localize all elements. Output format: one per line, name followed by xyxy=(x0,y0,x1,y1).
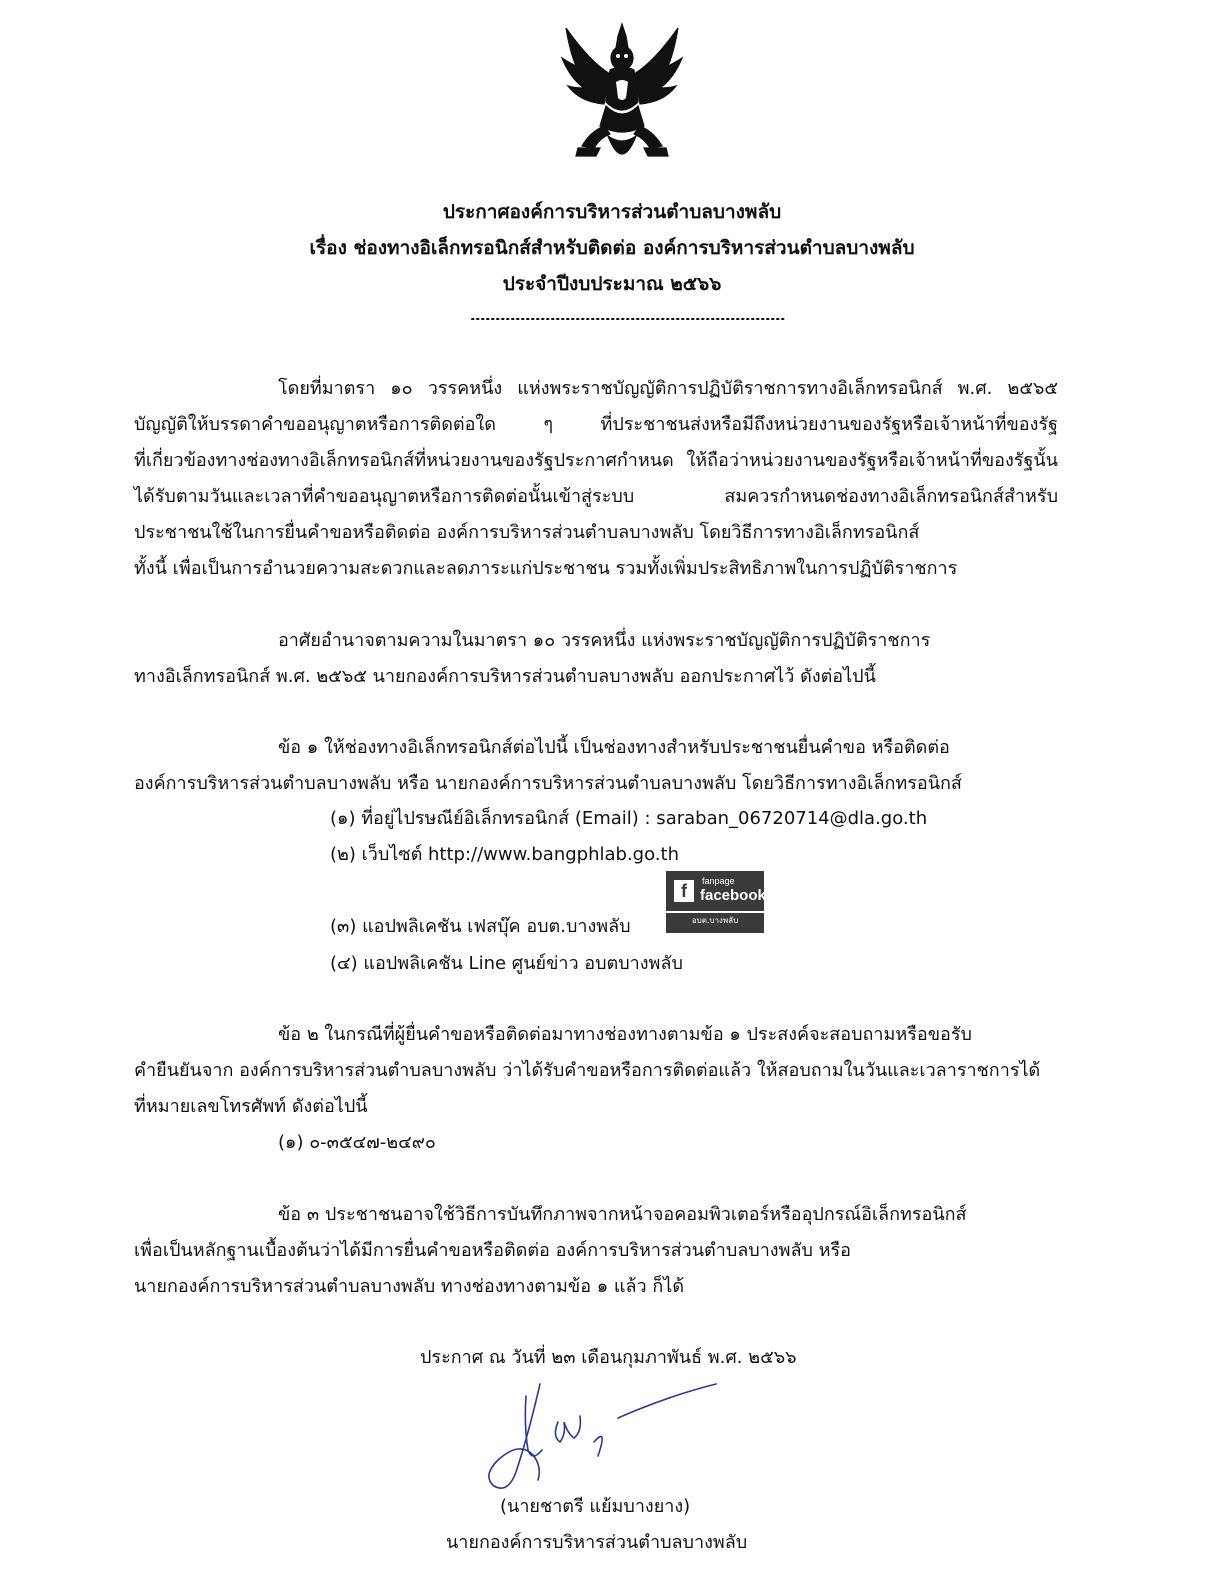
logo-divider xyxy=(666,911,764,913)
clause-1-line-2: องค์การบริหารส่วนตำบลบางพลับ หรือ นายกองค์การบริหารส่วนตำบลบางพลับ โดยวิธีการทางอิเล็กทรอนิกส์ xyxy=(134,773,962,794)
paragraph-1-line-4: ได้รับตามวันและเวลาที่คำขออนุญาตหรือการติดต่อนั้นเข้าสู่ระบบ สมควรกำหนดช่องทางอิเล็กทรอนิกส์สำหรับ xyxy=(134,486,1058,507)
paragraph-2-line-1: อาศัยอำนาจตามความในมาตรา ๑๐ วรรคหนึ่ง แห่งพระราชบัญญัติการปฏิบัติราชการ xyxy=(278,630,931,651)
channel-email: (๑) ที่อยู่ไปรษณีย์อิเล็กทรอนิกส์ (Email) : saraban_06720714@dla.go.th xyxy=(330,808,928,829)
paragraph-2-line-2: ทางอิเล็กทรอนิกส์ พ.ศ. ๒๕๖๕ นายกองค์การบริหารส่วนตำบลบางพลับ ออกประกาศไว้ ดังต่อไปนี้ xyxy=(134,666,876,687)
clause-3-line-2: เพื่อเป็นหลักฐานเบื้องต้นว่าได้มีการยื่นคำขอหรือติดต่อ องค์การบริหารส่วนตำบลบางพลับ หรือ xyxy=(134,1240,851,1261)
clause-2-line-3: ที่หมายเลขโทรศัพท์ ดังต่อไปนี้ xyxy=(134,1096,368,1117)
paragraph-1-line-2: บัญญัติให้บรรดาคำขออนุญาตหรือการติดต่อใด ๆ ที่ประชาชนส่งหรือมีถึงหน่วยงานของรัฐหรือเจ้าหน้าที่ของรัฐ xyxy=(134,414,1058,435)
paragraph-1-line-5: ประชาชนใช้ในการยื่นคำขอหรือติดต่อ องค์การบริหารส่วนตำบลบางพลับ โดยวิธีการทางอิเล็กทรอนิกส์ xyxy=(134,522,920,543)
handwritten-signature xyxy=(468,1376,728,1496)
facebook-caption: อบต.บางพลับ xyxy=(691,916,739,925)
announcement-subject: เรื่อง ช่องทางอิเล็กทรอนิกส์สำหรับติดต่อ องค์การบริหารส่วนตำบลบางพลับ xyxy=(309,237,915,259)
signer-name: (นายชาตรี แย้มบางยาง) xyxy=(500,1496,691,1517)
dotted-divider xyxy=(470,314,786,324)
phone-number: (๑) ๐-๓๕๔๗-๒๔๙๐ xyxy=(278,1132,436,1153)
clause-2-line-2: คำยืนยันจาก องค์การบริหารส่วนตำบลบางพลับ ว่าได้รับคำขอหรือการติดต่อแล้ว ให้สอบถามในวันและเวลาราชการได้ xyxy=(134,1060,1041,1081)
paragraph-1-line-3: ที่เกี่ยวข้องทางช่องทางอิเล็กทรอนิกส์ที่หน่วยงานของรัฐประกาศกำหนด ให้ถือว่าหน่วยงานของรัฐหรือเจ้าหน้าที่ของรัฐนั้น xyxy=(134,450,1058,471)
fanpage-label: fanpage xyxy=(702,876,735,886)
clause-1-line-1: ข้อ ๑ ให้ช่องทางอิเล็กทรอนิกส์ต่อไปนี้ เป็นช่องทางสำหรับประชาชนยื่นคำขอ หรือติดต่อ xyxy=(278,737,950,758)
clause-3-line-3: นายกองค์การบริหารส่วนตำบลบางพลับ ทางช่องทางตามข้อ ๑ แล้ว ก็ได้ xyxy=(134,1276,685,1297)
paragraph-1-line-6: ทั้งนี้ เพื่อเป็นการอำนวยความสะดวกและลดภาระแก่ประชาชน รวมทั้งเพิ่มประสิทธิภาพในการปฏิบัติราชการ xyxy=(134,558,958,579)
garuda-emblem-icon xyxy=(560,22,684,174)
channel-facebook: (๓) แอปพลิเคชัน เฟสบุ๊ค อบต.บางพลับ xyxy=(330,916,631,937)
facebook-icon: f xyxy=(674,880,694,902)
channel-line: (๔) แอปพลิเคชัน Line ศูนย์ข่าว อบตบางพลับ xyxy=(330,953,683,974)
facebook-wordmark: facebook. xyxy=(700,887,771,904)
clause-3-line-1: ข้อ ๓ ประชาชนอาจใช้วิธีการบันทึกภาพจากหน้าจอคอมพิวเตอร์หรืออุปกรณ์อิเล็กทรอนิกส์ xyxy=(278,1204,967,1225)
announcement-date: ประกาศ ณ วันที่ ๒๓ เดือนกุมภาพันธ์ พ.ศ. ๒๕๖๖ xyxy=(420,1347,797,1368)
clause-2-line-1: ข้อ ๒ ในกรณีที่ผู้ยื่นคำขอหรือติดต่อมาทางช่องทางตามข้อ ๑ ประสงค์จะสอบถามหรือขอรับ xyxy=(278,1024,972,1045)
facebook-fanpage-logo xyxy=(666,871,771,933)
fiscal-year: ประจำปีงบประมาณ ๒๕๖๖ xyxy=(502,273,722,295)
signer-title: นายกองค์การบริหารส่วนตำบลบางพลับ xyxy=(446,1532,748,1553)
channel-website: (๒) เว็บไซต์ http://www.bangphlab.go.th xyxy=(330,844,679,865)
paragraph-1-line-1: โดยที่มาตรา ๑๐ วรรคหนึ่ง แห่งพระราชบัญญัติการปฏิบัติราชการทางอิเล็กทรอนิกส์ พ.ศ. ๒๕๖๕ xyxy=(278,378,1058,399)
announcement-title: ประกาศองค์การบริหารส่วนตำบลบางพลับ xyxy=(442,201,782,223)
